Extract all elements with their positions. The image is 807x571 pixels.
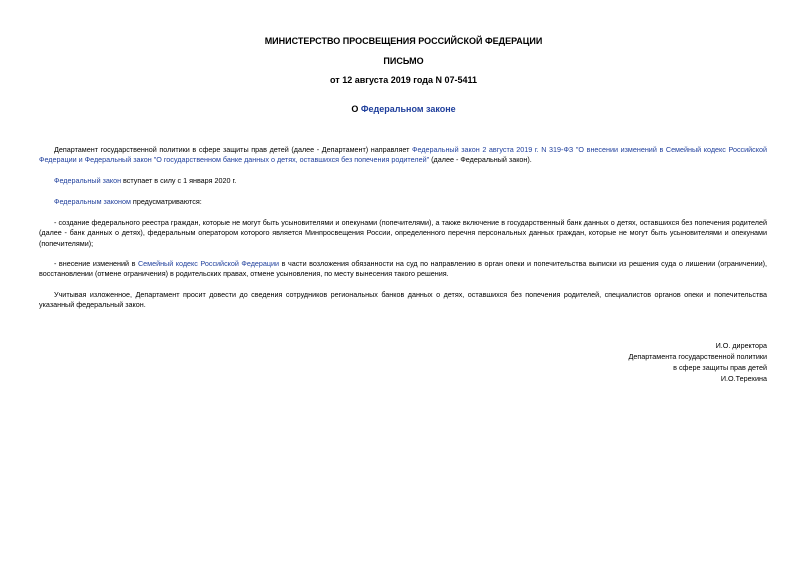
document-subject [0,104,807,115]
paragraph-effective-date [39,176,767,186]
signature-name: И.О.Терехина [720,374,767,383]
subject-link[interactable]: Федеральном законе [360,104,456,114]
paragraph-family-code-text: в части возложения обязанности на суд по направлению в орган опеки и попечительства выписки из решения суда о лишении (ограничении), восстановлении (отмене ограничения) в родительских правах, отмене усыновления, по месту вынесения такого решения. [39,259,767,279]
paragraph-intro [39,145,767,166]
family-code-link[interactable]: Семейный кодекс Российской Федерации [137,259,280,268]
document-type: ПИСЬМО [383,56,424,66]
paragraph-intro-tail: (далее - Федеральный закон). [429,155,532,165]
signature-department-scope: в сфере защиты прав детей [673,363,767,372]
federal-law-link[interactable]: Федеральный закон [54,176,122,185]
document-date-number: от 12 августа 2019 года N 07-5411 [330,75,477,85]
paragraph-effective-date-text: вступает в силу с 1 января 2020 г. [121,176,237,185]
paragraph-request: Учитывая изложенное, Департамент просит довести до сведения сотрудников региональных банков данных о детях, оставшихся без попечения родителей, специалистов органов опеки и попечительства указанный федеральный закон. [39,290,767,310]
paragraph-intro-text: Департамент государственной политики в сфере защиты прав детей (далее - Департамент) направляет [54,145,413,154]
federal-law-provisions-link[interactable]: Федеральным законом [54,197,131,206]
paragraph-family-code-lead: - внесение изменений в [54,259,138,268]
paragraph-provisions [39,197,767,207]
paragraph-registry: - создание федерального реестра граждан, которые не могут быть усыновителями и опекунами (попечителями), а также включение в государственный банк данных о детях, оставшихся без попечения родителей (далее - банк данных о детях), федеральным оператором которого является Минпросвещения России, определенного перечня персональных данных граждан, которые не могут быть усыновителями и опекунами (попечителями); [39,218,767,248]
signature-position: И.О. директора [715,341,767,350]
paragraph-provisions-text: предусматриваются: [130,197,202,206]
signature-department: Департамента государственной политики [628,352,767,361]
federal-law-319-link[interactable]: Федеральный закон 2 августа 2019 г. N 319-ФЗ "О внесении изменений в Семейный кодекс Российской Федерации и Федеральный закон "О государственном банке данных о детях, оставшихся без попечения родителей" [39,145,767,165]
subject-prefix: О [351,104,361,114]
ministry-title: МИНИСТЕРСТВО ПРОСВЕЩЕНИЯ РОССИЙСКОЙ ФЕДЕРАЦИИ [264,36,543,46]
paragraph-family-code [39,259,767,280]
